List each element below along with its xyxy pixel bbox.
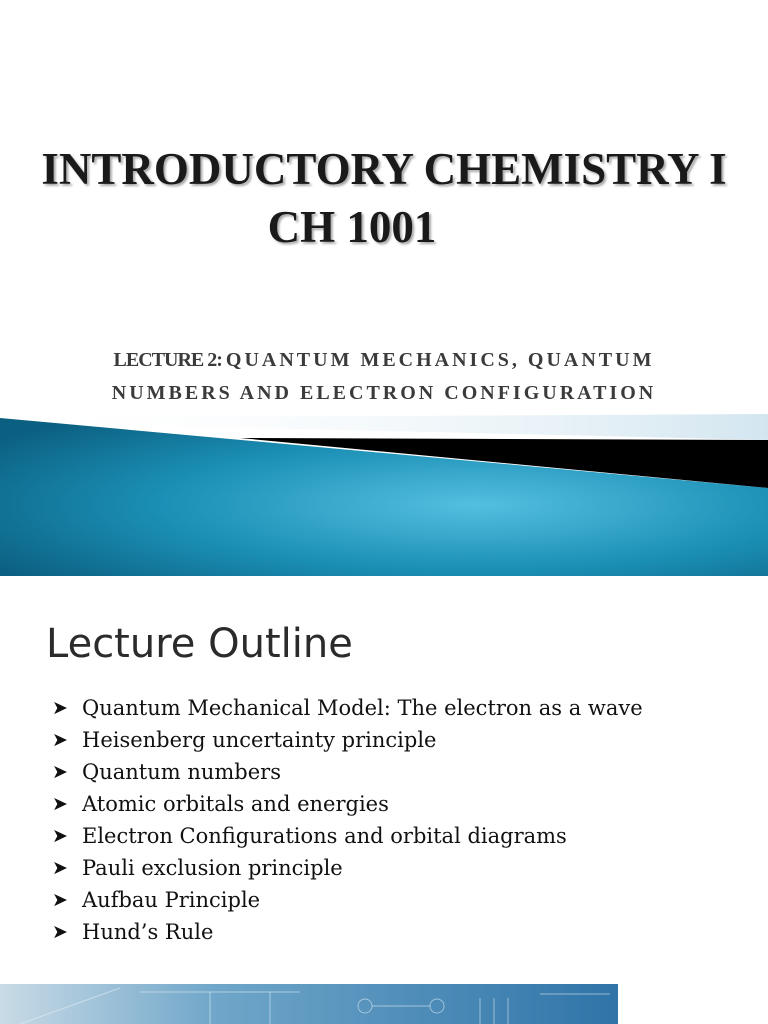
outline-bullet-list bbox=[52, 692, 652, 948]
arrowhead-bullet-icon: ➤ bbox=[52, 793, 68, 815]
outline-title: Lecture Outline bbox=[46, 621, 353, 667]
decorative-footer-image bbox=[0, 984, 618, 1024]
arrowhead-bullet-icon: ➤ bbox=[52, 729, 68, 751]
subtitle-line-1-text: QUANTUM MECHANICS, QUANTUM bbox=[225, 349, 655, 371]
list-item: ➤ Pauli exclusion principle bbox=[52, 852, 652, 884]
subtitle-line-1 bbox=[0, 344, 768, 377]
list-item: ➤ Quantum Mechanical Model: The electron as a wave bbox=[52, 692, 652, 724]
arrowhead-bullet-icon: ➤ bbox=[52, 697, 68, 719]
title-line-1: INTRODUCTORY CHEMISTRY I bbox=[41, 144, 727, 194]
list-item: ➤ Heisenberg uncertainty principle bbox=[52, 724, 652, 756]
arrowhead-bullet-icon: ➤ bbox=[52, 857, 68, 879]
subtitle-line-2: NUMBERS AND ELECTRON CONFIGURATION bbox=[111, 382, 657, 404]
list-item: ➤ Electron Configurations and orbital diagrams bbox=[52, 820, 652, 852]
outline-slide bbox=[0, 576, 768, 1024]
list-item: ➤ Quantum numbers bbox=[52, 756, 652, 788]
subtitle-prefix: LECTURE 2: bbox=[113, 349, 226, 371]
arrowhead-bullet-icon: ➤ bbox=[52, 761, 68, 783]
title-line-2: CH 1001 bbox=[267, 202, 437, 252]
list-item: ➤ Aufbau Principle bbox=[52, 884, 652, 916]
arrowhead-bullet-icon: ➤ bbox=[52, 889, 68, 911]
arrowhead-bullet-icon: ➤ bbox=[52, 825, 68, 847]
slide-title bbox=[0, 140, 768, 256]
arrowhead-bullet-icon: ➤ bbox=[52, 921, 68, 943]
list-item: ➤ Atomic orbitals and energies bbox=[52, 788, 652, 820]
list-item: ➤ Hund’s Rule bbox=[52, 916, 652, 948]
decorative-wave-band bbox=[0, 400, 768, 576]
